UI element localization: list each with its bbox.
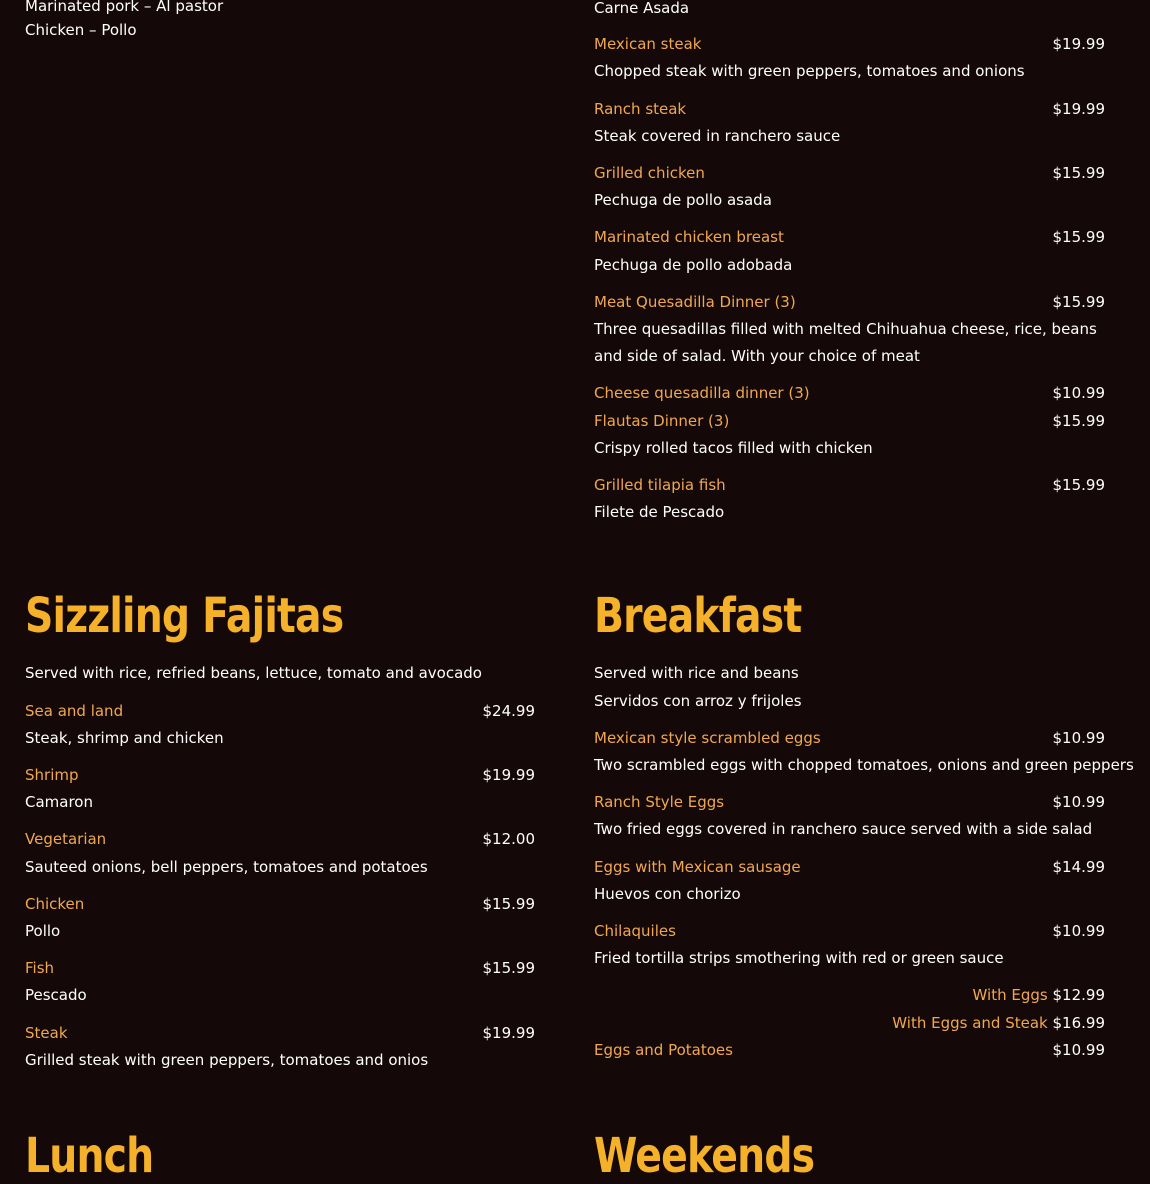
menu-item: [25, 958, 535, 978]
item-name: Fish: [25, 959, 55, 977]
item-description: Three quesadillas filled with melted Chihuahua cheese, rice, beans and side of salad. With your choice of meat: [594, 320, 1097, 365]
section-title-weekends: Weekends: [594, 1128, 815, 1184]
item-name: Chicken: [25, 895, 85, 913]
menu-item: [25, 765, 535, 785]
option-with-eggs-and-steak: [892, 1013, 1105, 1033]
option-price: $16.99: [1052, 1014, 1105, 1032]
menu-item: [25, 1023, 535, 1043]
menu-item-pollo: Chicken – Pollo: [25, 21, 137, 39]
menu-item: [594, 99, 1105, 119]
item-price: $19.99: [482, 1024, 535, 1042]
item-price: $10.99: [1052, 729, 1105, 747]
item-price: $15.99: [482, 895, 535, 913]
menu-item: [594, 34, 1105, 54]
item-name: Mexican steak: [594, 35, 702, 53]
item-name: Flautas Dinner (3): [594, 412, 730, 430]
item-description: Pescado: [25, 986, 87, 1004]
item-name: Vegetarian: [25, 830, 107, 848]
menu-item: [594, 292, 1105, 312]
item-name: Shrimp: [25, 766, 79, 784]
item-description: Pechuga de pollo adobada: [594, 256, 793, 274]
option-label: With Eggs and Steak: [892, 1014, 1048, 1032]
item-price: $12.00: [482, 830, 535, 848]
menu-item: [594, 163, 1105, 183]
item-price: $10.99: [1052, 384, 1105, 402]
section-intro: Served with rice, refried beans, lettuce, tomato and avocado: [25, 664, 482, 682]
right-column: [594, 0, 1134, 1184]
menu-item: [25, 829, 535, 849]
item-description: Crispy rolled tacos filled with chicken: [594, 439, 873, 457]
menu-item: [594, 792, 1105, 812]
item-name: Steak: [25, 1024, 68, 1042]
item-name: Meat Quesadilla Dinner (3): [594, 293, 796, 311]
item-name: Eggs with Mexican sausage: [594, 858, 801, 876]
menu-item: [25, 701, 535, 721]
item-price: $19.99: [482, 766, 535, 784]
item-description: Filete de Pescado: [594, 503, 725, 521]
section-title-fajitas: Sizzling Fajitas: [25, 588, 344, 644]
item-description: Steak, shrimp and chicken: [25, 729, 224, 747]
item-description: Two scrambled eggs with chopped tomatoes, onions and green peppers: [594, 756, 1134, 774]
item-price: $24.99: [482, 702, 535, 720]
menu-item: [594, 411, 1105, 431]
option-price: $12.99: [1052, 986, 1105, 1004]
item-price: $15.99: [1052, 293, 1105, 311]
item-description: Steak covered in ranchero sauce: [594, 127, 841, 145]
item-price: $15.99: [1052, 412, 1105, 430]
item-price: $10.99: [1052, 793, 1105, 811]
item-price: $15.99: [482, 959, 535, 977]
item-price: $19.99: [1052, 35, 1105, 53]
item-description: Sauteed onions, bell peppers, tomatoes and potatoes: [25, 858, 428, 876]
menu-item: [594, 1040, 1105, 1060]
item-price: $15.99: [1052, 476, 1105, 494]
item-description: Pollo: [25, 922, 61, 940]
subsection-label: Carne Asada: [594, 0, 690, 17]
item-description: Pechuga de pollo asada: [594, 191, 772, 209]
menu-item: [594, 921, 1105, 941]
item-name: Cheese quesadilla dinner (3): [594, 384, 810, 402]
item-price: $10.99: [1052, 922, 1105, 940]
item-name: Chilaquiles: [594, 922, 676, 940]
item-name: Grilled tilapia fish: [594, 476, 726, 494]
item-name: Marinated chicken breast: [594, 228, 784, 246]
menu-item: [594, 728, 1105, 748]
item-description: Two fried eggs covered in ranchero sauce served with a side salad: [594, 820, 1093, 838]
item-description: Camaron: [25, 793, 93, 811]
section-title-lunch: Lunch: [25, 1128, 154, 1184]
menu-item: [25, 894, 535, 914]
option-with-eggs: [973, 985, 1105, 1005]
section-intro: Served with rice and beans: [594, 664, 799, 682]
item-name: Ranch Style Eggs: [594, 793, 725, 811]
item-description: Huevos con chorizo: [594, 885, 741, 903]
item-name: Mexican style scrambled eggs: [594, 729, 821, 747]
item-name: Sea and land: [25, 702, 124, 720]
item-price: $15.99: [1052, 228, 1105, 246]
item-description: Grilled steak with green peppers, tomatoes and onios: [25, 1051, 429, 1069]
left-column: [25, 0, 535, 1184]
menu-item: [594, 227, 1105, 247]
item-price: $19.99: [1052, 100, 1105, 118]
option-label: With Eggs: [972, 986, 1048, 1004]
item-name: Ranch steak: [594, 100, 687, 118]
item-name: Eggs and Potatoes: [594, 1041, 733, 1059]
item-price: $10.99: [1052, 1041, 1105, 1059]
section-intro-spanish: Servidos con arroz y frijoles: [594, 692, 802, 710]
item-price: $14.99: [1052, 858, 1105, 876]
item-description: Chopped steak with green peppers, tomatoes and onions: [594, 62, 1025, 80]
item-price: $15.99: [1052, 164, 1105, 182]
section-title-breakfast: Breakfast: [594, 588, 802, 644]
menu-item: [594, 383, 1105, 403]
item-name: Grilled chicken: [594, 164, 705, 182]
menu-item: [594, 475, 1105, 495]
menu-item-al-pastor: Marinated pork – Al pastor: [25, 0, 224, 15]
item-description: Fried tortilla strips smothering with red or green sauce: [594, 949, 1004, 967]
menu-item: [594, 857, 1105, 877]
